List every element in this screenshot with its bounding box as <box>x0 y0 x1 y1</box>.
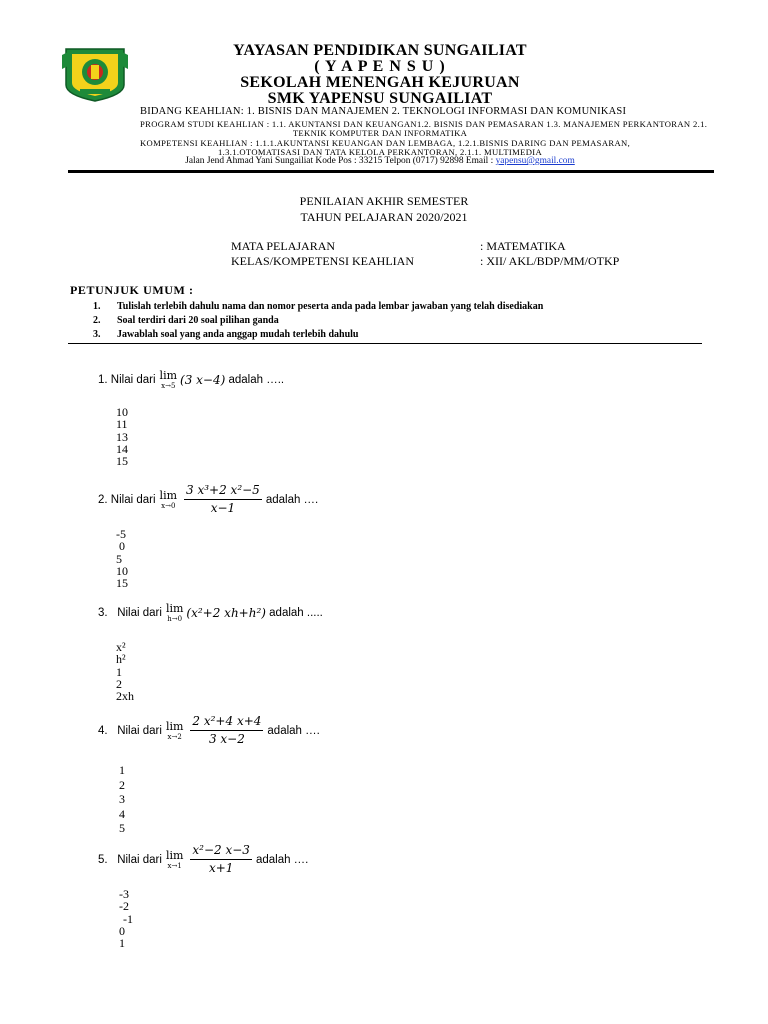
answer-option[interactable]: -3 <box>119 887 129 901</box>
question-number: 1. <box>98 374 108 386</box>
question-suffix: adalah ….. <box>228 374 285 386</box>
question-number: 4. <box>98 724 108 737</box>
question-suffix: adalah ..... <box>269 607 323 619</box>
question-prefix: Nilai dari <box>117 853 162 866</box>
question-4 <box>98 715 320 746</box>
programs-line-1: PROGRAM STUDI KEAHLIAN : 1.1. AKUNTANSI DAN KEUANGAN1.2. BISNIS DAN PEMASARAN 1.3. MANAJEMEN PERKANTORAN 2.1. <box>140 119 708 129</box>
answer-option[interactable]: 5 <box>119 821 125 835</box>
options-list-q2 <box>116 528 128 589</box>
answer-option[interactable]: -2 <box>119 899 129 914</box>
question-2 <box>98 484 318 515</box>
lim-subscript: x→5 <box>161 382 176 390</box>
class-value: : XII/ AKL/BDP/MM/OTKP <box>480 254 620 268</box>
programs-line-2: TEKNIK KOMPUTER DAN INFORMATIKA <box>292 128 468 138</box>
fields-line: BIDANG KEAHLIAN: 1. BISNIS DAN MANAJEMEN 2. TEKNOLOGI INFORMASI DAN KOMUNIKASI <box>140 106 627 117</box>
answer-option[interactable]: -5 <box>116 527 126 541</box>
answer-option[interactable]: -1 <box>123 911 133 926</box>
answer-option[interactable]: 10 <box>116 405 128 419</box>
answer-option[interactable]: 0 <box>119 539 125 554</box>
school-logo <box>62 45 128 103</box>
answer-option[interactable]: 2 <box>116 676 122 691</box>
class-label: KELAS/KOMPETENSI KEAHLIAN <box>231 254 414 268</box>
answer-option[interactable]: 1 <box>116 664 122 679</box>
answer-option[interactable]: 15 <box>116 576 128 591</box>
fraction-denominator: x+1 <box>208 861 234 876</box>
answer-option[interactable]: h² <box>116 652 126 667</box>
answer-option[interactable]: 15 <box>116 454 128 469</box>
question-suffix: adalah …. <box>255 853 309 866</box>
limit-expression: (x²+2 xh+h²) <box>186 606 266 620</box>
fraction-denominator: 3 x−2 <box>208 732 245 747</box>
question-prefix: Nilai dari <box>117 607 162 619</box>
options-list-q3 <box>116 641 134 702</box>
question-3 <box>98 603 323 623</box>
answer-option[interactable]: 4 <box>119 806 125 821</box>
question-suffix: adalah …. <box>267 724 320 737</box>
answer-option[interactable]: 2 <box>119 777 125 792</box>
header-divider <box>68 170 714 173</box>
address-text: Jalan Jend Ahmad Yani Sungailiat Kode Pos : 33215 Telpon (0717) 92898 Email : <box>185 156 496 166</box>
lim-subscript: x→1 <box>167 861 182 870</box>
answer-option[interactable]: 13 <box>116 429 128 444</box>
foundation-acronym: ( Y A P E N S U ) <box>314 58 446 75</box>
lim-symbol: lim <box>165 719 184 733</box>
question-suffix: adalah …. <box>265 493 319 506</box>
lim-subscript: h→0 <box>167 615 183 623</box>
lim-symbol: lim <box>159 369 178 382</box>
subject-value: : MATEMATIKA <box>480 239 566 253</box>
answer-option[interactable]: 10 <box>116 563 128 578</box>
lim-symbol: lim <box>165 848 184 862</box>
exam-year: TAHUN PELAJARAN 2020/2021 <box>300 210 468 224</box>
instructions-divider <box>68 343 702 344</box>
options-list-q4 <box>119 763 125 836</box>
fraction-numerator: 2 x²+4 x+4 <box>190 715 263 731</box>
question-number: 2. <box>98 493 108 506</box>
question-number: 5. <box>98 853 108 866</box>
foundation-name: YAYASAN PENDIDIKAN SUNGAILIAT <box>233 42 527 59</box>
lim-subscript: x→0 <box>161 501 176 510</box>
competencies-line-2: 1.3.1.OTOMATISASI DAN TATA KELOLA PERKANTORAN, 2.1.1. MULTIMEDIA <box>217 147 543 157</box>
school-name: SMK YAPENSU SUNGAILIAT <box>267 90 493 107</box>
options-list-q1 <box>116 406 128 467</box>
instruction-text: Jawablah soal yang anda anggap mudah terlebih dahulu <box>117 329 359 340</box>
answer-option[interactable]: 1 <box>119 763 125 777</box>
lim-symbol: lim <box>165 602 184 615</box>
fraction-denominator: x−1 <box>210 501 236 516</box>
answer-option[interactable]: 0 <box>119 923 125 938</box>
instruction-text: Tulislah terlebih dahulu nama dan nomor peserta anda pada lembar jawaban yang telah disediakan <box>117 301 544 312</box>
answer-option[interactable]: x² <box>116 640 126 654</box>
address-line <box>140 156 620 166</box>
lim-subscript: x→2 <box>167 732 182 741</box>
fraction-numerator: x²−2 x−3 <box>190 844 252 860</box>
lim-symbol: lim <box>159 488 178 502</box>
email-link[interactable]: yapensu@gmail.com <box>495 156 575 166</box>
answer-option[interactable]: 1 <box>119 936 125 951</box>
question-prefix: Nilai dari <box>110 374 156 386</box>
answer-option[interactable]: 3 <box>119 792 125 806</box>
options-list-q5 <box>119 888 133 949</box>
school-type: SEKOLAH MENENGAH KEJURUAN <box>240 74 520 91</box>
fraction-numerator: 3 x³+2 x²−5 <box>184 484 262 500</box>
instructions-heading: PETUNJUK UMUM : <box>70 283 194 297</box>
instruction-num: 3. <box>93 329 101 340</box>
instruction-text: Soal terdiri dari 20 soal pilihan ganda <box>117 315 279 326</box>
limit-expression: (3 x−4) <box>180 373 226 387</box>
instruction-num: 1. <box>93 301 101 312</box>
question-number: 3. <box>98 607 108 619</box>
answer-option[interactable]: 14 <box>116 441 128 456</box>
answer-option[interactable]: 11 <box>116 417 128 432</box>
question-1 <box>98 370 284 390</box>
question-prefix: Nilai dari <box>117 724 162 737</box>
competencies-line-1: KOMPETENSI KEAHLIAN : 1.1.1.AKUNTANSI KEUANGAN DAN LEMBAGA, 1.2.1.BISNIS DARING DAN PEMASARAN, <box>140 138 631 148</box>
answer-option[interactable]: 2xh <box>116 689 134 704</box>
subject-label: MATA PELAJARAN <box>231 239 336 253</box>
answer-option[interactable]: 5 <box>116 551 122 566</box>
exam-title: PENILAIAN AKHIR SEMESTER <box>299 194 469 208</box>
question-prefix: Nilai dari <box>110 493 156 506</box>
instruction-num: 2. <box>93 315 101 326</box>
question-5 <box>98 844 308 875</box>
